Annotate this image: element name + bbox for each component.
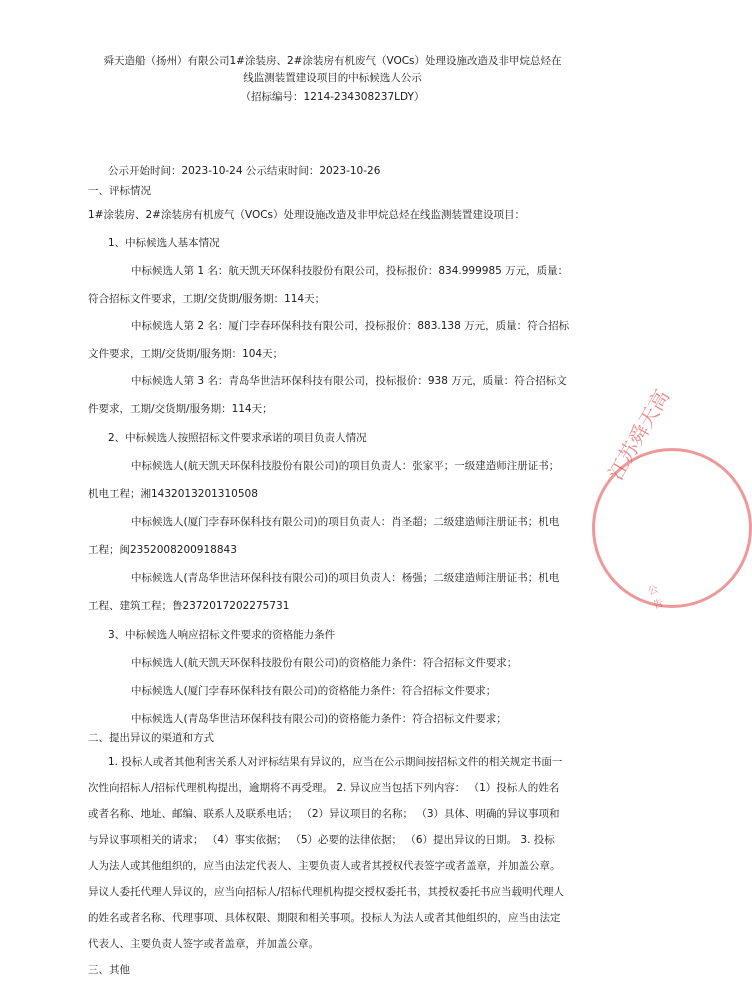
objection-line-6: 异议人委托代理人异议的，应当向招标人/招标代理机构提交授权委托书，其授权委托书应当载明代理人 (88, 886, 565, 898)
objection-line-5: 人为法人或其他组织的，应当由法定代表人、主要负责人或者其授权代表签字或者盖章，并加盖公章。 (88, 860, 561, 872)
objection-line-1: 1. 投标人或者其他利害关系人对评标结果有异议的，应当在公示期间按招标文件的相关规定书面一 (108, 756, 563, 768)
objection-line-7: 的姓名或者名称、代理事项、具体权限、期限和相关事项。投标人为法人或者其他组织的，应当由法定 (88, 912, 561, 924)
objection-line-3: 或者名称、地址、邮编、联系人及联系电话； （2）异议项目的名称； （3）具体、明确的异议事项和 (88, 808, 560, 820)
publicity-period: 公示开始时间：2023-10-24 公示结束时间：2023-10-26 (108, 165, 381, 177)
qualification-2: 中标候选人(厦门孛春环保科技有限公司)的资格能力条件：符合招标文件要求； (131, 685, 497, 697)
candidate-2-line-a: 中标候选人第 2 名：厦门孛春环保科技有限公司，投标报价：883.138 万元，质量：符合招标 (131, 320, 570, 332)
candidate-3-line-b: 件要求，工期/交货期/服务期：114天； (88, 403, 273, 415)
project-line: 1#涂装房、2#涂装房有机废气（VOCs）处理设施改造及非甲烷总烃在线监测装置建设项目： (88, 209, 526, 221)
objection-line-2: 次性向招标人/招标代理机构提出，逾期将不再受理。 2. 异议应当包括下列内容： （1）投标人的姓名 (88, 782, 560, 794)
manager-3-line-a: 中标候选人(青岛华世洁环保科技有限公司)的项目负责人：杨强；二级建造师注册证书；机电 (131, 572, 560, 584)
manager-2-line-a: 中标候选人(厦门孛春环保科技有限公司)的项目负责人：肖圣超；二级建造师注册证书；机电 (131, 516, 560, 528)
candidate-1-line-a: 中标候选人第 1 名：航天凯天环保科技股份有限公司，投标报价：834.999985 万元，质量： (131, 265, 569, 277)
manager-1-line-a: 中标候选人(航天凯天环保科技股份有限公司)的项目负责人：张家平；一级建造师注册证书； (131, 460, 560, 472)
section1-heading: 一、评标情况 (88, 185, 151, 197)
sub2-heading: 2、中标候选人按照招标文件要求承诺的项目负责人情况 (108, 432, 367, 444)
section3-heading: 三、其他 (88, 964, 130, 976)
candidate-1-line-b: 符合招标文件要求，工期/交货期/服务期：114天； (88, 293, 326, 305)
seal-small-text: 公告 (646, 583, 665, 612)
candidate-2-line-b: 文件要求，工期/交货期/服务期：104天； (88, 348, 284, 360)
title-line-2: 线监测装置建设项目的中标候选人公示 (243, 72, 422, 84)
qualification-1: 中标候选人(航天凯天环保科技股份有限公司)的资格能力条件：符合招标文件要求； (131, 657, 518, 669)
title-line-1: 舜天造船（扬州）有限公司1#涂装房、2#涂装房有机废气（VOCs）处理设施改造及非甲烷总烃在 (103, 55, 562, 67)
sub1-heading: 1、中标候选人基本情况 (108, 237, 220, 249)
qualification-3: 中标候选人(青岛华世洁环保科技有限公司)的资格能力条件：符合招标文件要求； (131, 713, 507, 725)
section2-heading: 二、提出异议的渠道和方式 (88, 732, 214, 744)
manager-1-line-b: 机电工程；湘1432013201310508 (88, 488, 258, 500)
objection-line-8: 代表人、主要负责人签字或者盖章，并加盖公章。 (88, 938, 319, 950)
manager-2-line-b: 工程；闽2352008200918843 (88, 544, 237, 556)
bid-number: （招标编号：1214-234308237LDY） (240, 91, 425, 103)
objection-line-4: 与异议事项相关的请求； （4）事实依据； （5）必要的法律依据； （6）提出异议的日期。 3. 投标 (88, 834, 555, 846)
sub3-heading: 3、中标候选人响应招标文件要求的资格能力条件 (108, 629, 336, 641)
seal-text: 江苏舜天高 (603, 385, 675, 484)
candidate-3-line-a: 中标候选人第 3 名：青岛华世洁环保科技有限公司，投标报价：938 万元，质量：符合招标文 (131, 375, 567, 387)
manager-3-line-b: 工程、建筑工程；鲁2372017202275731 (88, 600, 290, 612)
